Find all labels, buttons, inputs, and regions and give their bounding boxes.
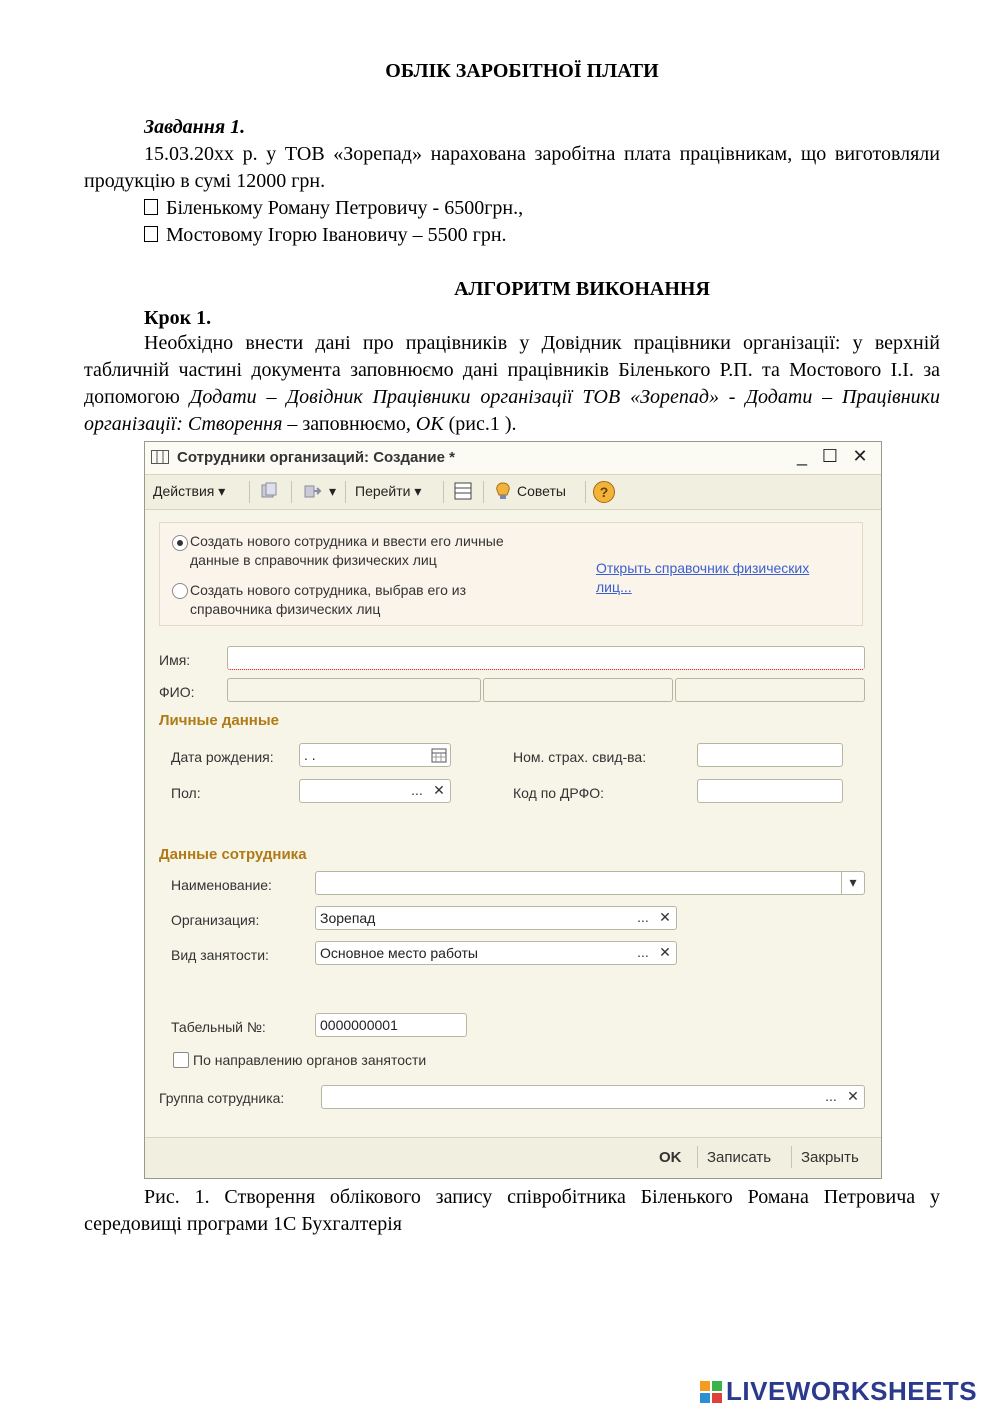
button-separator xyxy=(791,1146,792,1168)
list-settings-icon[interactable] xyxy=(453,481,473,501)
bullet-text-1: Біленькому Роману Петровичу - 6500грн., xyxy=(166,197,524,219)
liveworksheets-logo xyxy=(700,1376,977,1410)
document-title: ОБЛІК ЗАРОБІТНОЇ ПЛАТИ xyxy=(385,60,659,82)
move-icon[interactable] xyxy=(303,481,323,501)
employee-group-input[interactable] xyxy=(321,1085,865,1109)
direction-checkbox-label: По направлению органов занятости xyxy=(193,1052,427,1068)
radio-select-existing[interactable] xyxy=(172,583,188,599)
step-text-part-2: – заповнюємо, xyxy=(282,413,416,435)
toolbar xyxy=(145,475,881,510)
minimize-button[interactable]: _ xyxy=(796,446,807,466)
step-text xyxy=(84,330,940,438)
organization-input[interactable] xyxy=(315,906,677,930)
step-text-ok: ОК xyxy=(415,413,444,435)
maximize-button[interactable]: ☐ xyxy=(821,446,839,466)
step-text-part-3: (рис.1 ). xyxy=(443,413,517,435)
clear-icon[interactable]: ✕ xyxy=(847,1088,859,1104)
bullet-item-2 xyxy=(84,222,1000,249)
drfo-code-label: Код по ДРФО: xyxy=(513,785,605,801)
toolbar-separator xyxy=(345,481,346,503)
tips-icon[interactable] xyxy=(493,481,513,501)
tips-button[interactable]: Советы xyxy=(517,483,566,499)
step-text-path: Додати – Довідник Працівники організації ТОВ «Зорепад» - Додати – Працівники організації: Створення xyxy=(84,386,940,435)
fio-label: ФИО: xyxy=(159,684,195,700)
employee-data-section: Данные сотрудника xyxy=(159,846,307,863)
creation-options-panel xyxy=(159,522,863,626)
insurance-number-input[interactable] xyxy=(697,743,843,767)
toolbar-separator xyxy=(585,481,586,503)
goto-label: Перейти xyxy=(355,483,411,499)
clear-icon[interactable]: ✕ xyxy=(659,909,671,925)
calendar-icon[interactable] xyxy=(431,747,447,763)
actions-label: Действия xyxy=(153,483,215,499)
tab-number-input[interactable]: 0000000001 xyxy=(315,1013,467,1037)
employee-create-window xyxy=(144,441,882,1179)
clear-icon[interactable]: ✕ xyxy=(659,944,671,960)
sex-label: Пол: xyxy=(171,785,201,801)
select-dots-button[interactable]: ... xyxy=(825,1088,837,1104)
algorithm-heading: АЛГОРИТМ ВИКОНАННЯ xyxy=(454,278,710,300)
window-title: Сотрудники организаций: Создание * xyxy=(177,449,455,466)
bullet-box-icon xyxy=(144,199,158,215)
select-dots-button[interactable]: ... xyxy=(411,782,423,798)
close-window-button[interactable]: ✕ xyxy=(852,446,868,466)
task-heading: Завдання 1. xyxy=(144,116,246,138)
radio-create-new[interactable] xyxy=(172,535,188,551)
drfo-code-input[interactable] xyxy=(697,779,843,803)
move-dropdown-icon[interactable]: ▾ xyxy=(329,483,337,499)
employment-type-value: Основное место работы xyxy=(320,945,478,961)
ok-button[interactable]: OK xyxy=(659,1149,682,1166)
copy-icon[interactable] xyxy=(259,481,279,501)
liveworksheets-logo-icon xyxy=(700,1381,722,1403)
naming-label: Наименование: xyxy=(171,877,272,893)
personal-data-section: Личные данные xyxy=(159,712,279,729)
direction-checkbox[interactable] xyxy=(173,1052,189,1068)
option-1-line-2: данные в справочник физических лиц xyxy=(190,552,437,568)
surname-input[interactable] xyxy=(227,678,481,702)
bullet-box-icon xyxy=(144,226,158,242)
birth-date-value: . . xyxy=(304,747,316,763)
actions-menu[interactable]: Действия ▾ xyxy=(153,483,226,499)
liveworksheets-logo-text: LIVEWORKSHEETS xyxy=(726,1376,978,1406)
link-line-1: Открыть справочник физических xyxy=(596,560,810,576)
employee-group-label: Группа сотрудника: xyxy=(159,1090,285,1106)
birth-date-label: Дата рождения: xyxy=(171,749,274,765)
task-text: 15.03.20хх р. у ТОВ «Зорепад» нарахована заробітна плата працівникам, що виготовляли продукцію в сумі 12000 грн. xyxy=(84,143,940,192)
clear-icon[interactable]: ✕ xyxy=(433,782,445,798)
step-text-part-1: Необхідно внести дані про працівників у Довідник працівники організації: у верхній табличній частині документа заповнюємо дані працівників Біленького Р.П. та Мостового І.І. за допомогою xyxy=(84,332,940,408)
name-label: Имя: xyxy=(159,652,191,668)
goto-menu[interactable]: Перейти ▾ xyxy=(355,483,422,499)
option-2-line-1: Создать нового сотрудника, выбрав его из xyxy=(190,582,467,598)
save-button[interactable]: Записать xyxy=(707,1149,772,1166)
open-individuals-link[interactable] xyxy=(596,559,809,597)
employment-type-input[interactable] xyxy=(315,941,677,965)
chevron-down-icon[interactable]: ▾ xyxy=(841,872,864,894)
select-dots-button[interactable]: ... xyxy=(637,909,649,925)
step-heading: Крок 1. xyxy=(144,307,212,329)
option-select-existing-label xyxy=(190,581,466,619)
employment-type-label: Вид занятости: xyxy=(171,947,269,963)
toolbar-separator xyxy=(291,481,292,503)
tab-number-label: Табельный №: xyxy=(171,1019,266,1035)
form-button-bar xyxy=(145,1137,881,1178)
help-icon[interactable]: ? xyxy=(593,481,615,503)
insurance-number-label: Ном. страх. свид-ва: xyxy=(513,749,647,765)
first-name-input[interactable] xyxy=(483,678,673,702)
table-icon xyxy=(151,450,169,464)
organization-value: Зорепад xyxy=(320,910,376,926)
toolbar-separator xyxy=(443,481,444,503)
organization-label: Организация: xyxy=(171,912,260,928)
option-2-line-2: справочника физических лиц xyxy=(190,601,381,617)
bullet-text-2: Мостовому Ігорю Івановичу – 5500 грн. xyxy=(166,224,507,246)
option-create-new-label xyxy=(190,532,504,570)
toolbar-separator xyxy=(249,481,250,503)
select-dots-button[interactable]: ... xyxy=(637,944,649,960)
sex-input[interactable] xyxy=(299,779,451,803)
link-line-2: лиц... xyxy=(596,579,632,595)
close-button[interactable]: Закрыть xyxy=(801,1149,859,1166)
button-separator xyxy=(697,1146,698,1168)
bullet-item-1 xyxy=(84,195,1000,222)
name-input[interactable] xyxy=(227,646,865,670)
window-titlebar xyxy=(145,442,881,475)
patronymic-input[interactable] xyxy=(675,678,865,702)
option-1-line-1: Создать нового сотрудника и ввести его личные xyxy=(190,533,504,549)
figure-caption: Рис. 1. Створення облікового запису співробітника Біленького Романа Петровича у середовищі програми 1С Бухгалтерія xyxy=(84,1186,940,1235)
birth-date-input[interactable] xyxy=(299,743,451,767)
toolbar-separator xyxy=(483,481,484,503)
naming-input[interactable] xyxy=(315,871,865,895)
